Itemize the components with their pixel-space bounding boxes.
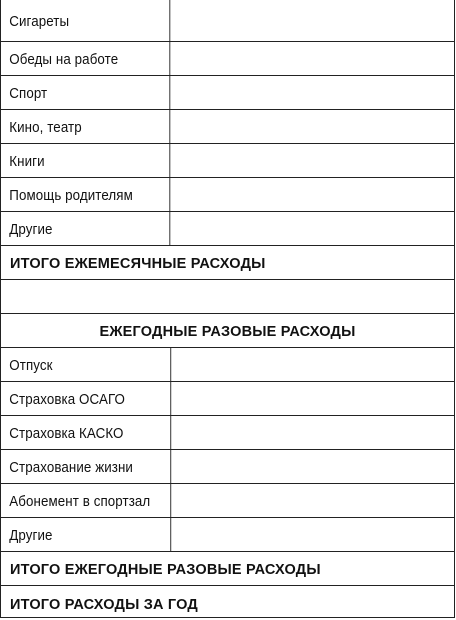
- table-row-sport: [1, 76, 454, 110]
- table-row-parents-help: [1, 178, 454, 212]
- blank-cell: [1, 280, 454, 313]
- monthly-total-label: ИТОГО ЕЖЕМЕСЯЧНЫЕ РАСХОДЫ: [10, 256, 266, 272]
- grand-total-row: [1, 586, 454, 620]
- table-row-cinema-theatre: [1, 110, 454, 144]
- yearly-total-label: ИТОГО ЕЖЕГОДНЫЕ РАЗОВЫЕ РАСХОДЫ: [10, 562, 321, 578]
- amount-cell[interactable]: [185, 178, 454, 211]
- table-row-books: [1, 144, 454, 178]
- amount-cell[interactable]: [185, 212, 454, 245]
- row-label: Обеды на работе: [1, 42, 170, 75]
- amount-cell[interactable]: [185, 110, 454, 143]
- row-label: Страховка ОСАГО: [1, 382, 171, 415]
- table-row-lunches: [1, 42, 454, 76]
- amount-cell[interactable]: [186, 518, 454, 551]
- row-label: Другие: [1, 518, 171, 551]
- row-label: Кино, театр: [1, 110, 170, 143]
- table-row-vacation: [1, 348, 454, 382]
- table-row-osago: [1, 382, 454, 416]
- row-label: Отпуск: [1, 348, 171, 381]
- amount-cell[interactable]: [186, 382, 454, 415]
- amount-cell[interactable]: [186, 450, 454, 483]
- table-row-gym-membership: [1, 484, 454, 518]
- row-label: Книги: [1, 144, 170, 177]
- row-label: Спорт: [1, 76, 170, 109]
- table-row-kasko: [1, 416, 454, 450]
- row-label: Другие: [1, 212, 170, 245]
- yearly-total-row: [1, 552, 454, 586]
- amount-cell[interactable]: [185, 144, 454, 177]
- table-row-cigarettes: [1, 0, 454, 42]
- row-label: Страхование жизни: [1, 450, 171, 483]
- yearly-section-header: [1, 314, 454, 348]
- table-row-other-monthly: [1, 212, 454, 246]
- table-row-other-yearly: [1, 518, 454, 552]
- monthly-total-row: [1, 246, 454, 280]
- amount-cell[interactable]: [186, 484, 454, 517]
- table-row-life-insurance: [1, 450, 454, 484]
- row-label: Страховка КАСКО: [1, 416, 171, 449]
- row-label: Абонемент в спортзал: [1, 484, 171, 517]
- row-label: Помощь родителям: [1, 178, 170, 211]
- amount-cell[interactable]: [186, 416, 454, 449]
- amount-cell[interactable]: [185, 42, 454, 75]
- blank-row: [1, 280, 454, 314]
- amount-cell[interactable]: [185, 76, 454, 109]
- amount-cell[interactable]: [185, 0, 454, 41]
- row-label: Сигареты: [1, 0, 170, 41]
- grand-total-label: ИТОГО РАСХОДЫ ЗА ГОД: [10, 596, 198, 613]
- amount-cell[interactable]: [186, 348, 454, 381]
- yearly-header-label: ЕЖЕГОДНЫЕ РАЗОВЫЕ РАСХОДЫ: [99, 324, 356, 340]
